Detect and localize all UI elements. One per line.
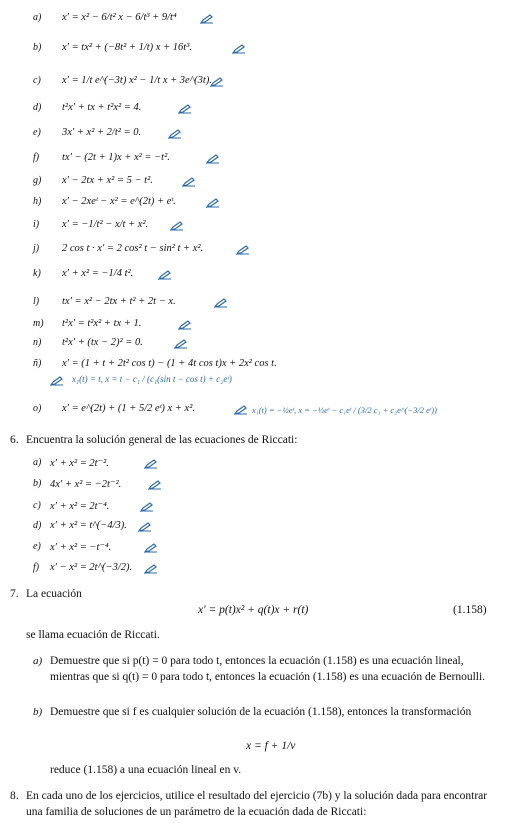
item-label: b) xyxy=(33,478,42,489)
pencil-icon xyxy=(168,129,182,139)
pencil-icon xyxy=(140,502,154,512)
riccati-equation: x′ = p(t)x² + q(t)x + r(t) xyxy=(198,604,309,616)
item-label: e) xyxy=(33,541,41,552)
item-label: d) xyxy=(33,520,42,531)
part-a-text: Demuestre que si p(t) = 0 para todo t, entonces la ecuación (1.158) es una ecuación lineal, mientras que si q(t) = 0 para todo t, entonces la ecuación (1.158) es una ecuación de Bernoulli. xyxy=(50,655,486,683)
equation: 4x′ + x² = −2t⁻². xyxy=(50,479,122,490)
exercise-text: En cada uno de los ejercicios, utilice el resultado del ejercicio (7b) y la solución dada para encontrar una familia de soluciones de un parámetro de la ecuación dada de Riccati: xyxy=(26,790,488,818)
part-b-text: Demuestre que si f es cualquier solución de la ecuación (1.158), entonces la transformación xyxy=(50,706,472,718)
pencil-icon xyxy=(170,221,184,231)
equation: x′ = −1/t² − x/t + x². xyxy=(62,219,149,230)
transformation-equation: x = f + 1/v xyxy=(246,740,296,752)
equation: x′ − 2tx + x² = 5 − t². xyxy=(62,175,153,186)
pencil-icon xyxy=(210,77,224,87)
pencil-icon xyxy=(178,320,192,330)
exercise-heading: Encuentra la solución general de las ecuaciones de Riccati: xyxy=(26,434,298,446)
equation: x′ − 2xeᵗ − x² = e^(2t) + eᵗ. xyxy=(62,196,176,207)
pencil-icon xyxy=(148,480,162,490)
definition-text: se llama ecuación de Riccati. xyxy=(26,629,160,641)
equation: 3x′ + x² + 2/t² = 0. xyxy=(62,127,142,138)
reduce-text: reduce (1.158) a una ecuación lineal en v. xyxy=(50,764,242,776)
pencil-icon xyxy=(214,298,228,308)
part-label: b) xyxy=(33,706,43,718)
pencil-icon xyxy=(206,154,220,164)
equation: tx′ = x² − 2tx + t² + 2t − x. xyxy=(62,296,176,307)
equation: t²x′ + tx + t²x² = 4. xyxy=(62,102,142,113)
pencil-icon xyxy=(232,44,246,54)
item-label: l) xyxy=(33,296,40,307)
equation: x′ + x² = 2t⁻⁴. xyxy=(50,501,110,512)
handwritten-solution: x₁(t) = t, x = t − c₁ / (c₁(sin t − cos t) + c₂eᵗ) xyxy=(72,374,232,384)
equation: x′ − x² = 2t^(−3/2). xyxy=(50,562,133,573)
item-label: c) xyxy=(33,75,41,86)
item-label: j) xyxy=(33,243,40,254)
equation: x′ = (1 + t + 2t² cos t) − (1 + 4t cos t)x + 2x² cos t. xyxy=(62,358,277,369)
pencil-icon xyxy=(138,522,152,532)
pencil-icon xyxy=(174,339,188,349)
pencil-icon xyxy=(182,177,196,187)
item-label: k) xyxy=(33,268,41,279)
part-label: a) xyxy=(33,655,43,667)
equation-number: (1.158) xyxy=(453,604,487,616)
pencil-icon xyxy=(50,376,64,386)
item-label: g) xyxy=(33,175,42,186)
pencil-icon xyxy=(144,459,158,469)
equation: tx′ − (2t + 1)x + x² = −t². xyxy=(62,152,170,163)
item-label: m) xyxy=(33,318,44,329)
equation: x′ + x² = 2t⁻². xyxy=(50,458,109,469)
pencil-icon xyxy=(158,270,172,280)
equation: x′ = e^(2t) + (1 + 5/2 eᵗ) x + x². xyxy=(62,403,195,414)
item-label: i) xyxy=(33,219,40,230)
exercise-intro: La ecuación xyxy=(26,588,82,600)
item-label: ñ) xyxy=(33,358,42,369)
item-label: c) xyxy=(33,500,41,511)
handwritten-solution: x₁(t) = −½eᵗ, x = −½eᵗ − c₁eᵗ / (3/2 c₁ + c₂e^(−3/2 eᵗ)) xyxy=(252,405,437,415)
equation: x′ + x² = −1/4 t². xyxy=(62,268,134,279)
item-label: f) xyxy=(33,152,40,163)
pencil-icon xyxy=(144,564,158,574)
pencil-icon xyxy=(234,405,248,415)
equation: x′ = x² − 6/t² x − 6/t³ + 9/t⁴ xyxy=(62,12,177,23)
item-label: d) xyxy=(33,102,42,113)
item-label: a) xyxy=(33,457,42,468)
pencil-icon xyxy=(178,104,192,114)
item-label: f) xyxy=(33,562,40,573)
exercise-number: 7. xyxy=(10,588,19,600)
pencil-icon xyxy=(206,198,220,208)
item-label: h) xyxy=(33,196,42,207)
pencil-icon xyxy=(200,14,214,24)
equation: t²x′ + (tx − 2)² = 0. xyxy=(62,337,143,348)
exercise-number: 6. xyxy=(10,434,19,446)
item-label: o) xyxy=(33,403,42,414)
exercise-number: 8. xyxy=(10,790,19,802)
item-label: n) xyxy=(33,337,42,348)
equation: x′ + x² = −t⁻⁴. xyxy=(50,542,112,553)
equation: t²x′ = t²x² + tx + 1. xyxy=(62,318,142,329)
item-label: a) xyxy=(33,12,42,23)
equation: x′ = 1/t e^(−3t) x² − 1/t x + 3e^(3t). xyxy=(62,75,212,86)
pencil-icon xyxy=(236,245,250,255)
equation: x′ + x² = t^(−4/3). xyxy=(50,520,127,531)
item-label: e) xyxy=(33,127,41,138)
pencil-icon xyxy=(144,543,158,553)
equation: 2 cos t · x′ = 2 cos² t − sin² t + x². xyxy=(62,243,204,254)
equation: x′ = tx² + (−8t² + 1/t) x + 16t³. xyxy=(62,42,192,53)
item-label: b) xyxy=(33,42,42,53)
